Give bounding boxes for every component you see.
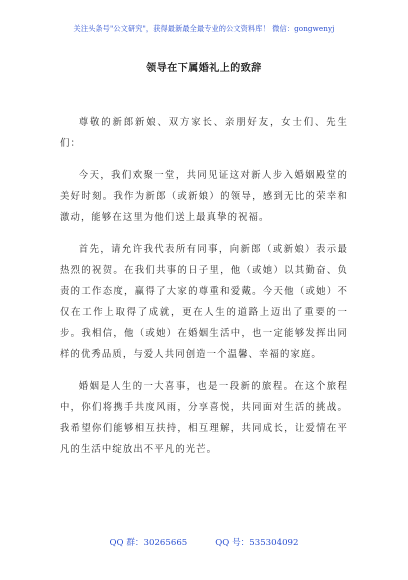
document-title: 领导在下属婚礼上的致辞 xyxy=(146,63,262,74)
footer-contact xyxy=(0,536,408,548)
paragraph-opening: 今天，我们欢聚一堂，共同见证这对新人步入婚姻殿堂的美好时刻。我作为新郎（或新娘）的领导，感到无比的荣幸和激动，能够在这里为他们送上最真挚的祝福。 xyxy=(60,170,348,223)
footer-qq-number: QQ 号：535304092 xyxy=(215,538,299,548)
header-note: 关注头条号"公文研究"，获得最新最全最专业的公文资料库！ 微信：gongwenyj xyxy=(73,24,335,33)
paragraph-congratulations: 首先，请允许我代表所有同事，向新郎（或新娘）表示最热烈的祝贺。在我们共事的日子里，他（或她）以其勤奋、负责的工作态度，赢得了大家的尊重和爱戴。今天他（或她）不仅在工作上取得了成就，更在人生的道路上迈出了重要的一步。我相信，他（或她）在婚姻生活中，也一定能够发挥出同样的优秀品质，与爱人共同创造一个温馨、幸福的家庭。 xyxy=(60,244,348,360)
paragraph-wishes: 婚姻是人生的一大喜事，也是一段新的旅程。在这个旅程中，你们将携手共度风雨，分享喜悦，共同面对生活的挑战。我希望你们能够相互扶持，相互理解，共同成长，让爱情在平凡的生活中绽放出不平凡的光芒。 xyxy=(60,381,348,455)
footer-qq-group: QQ 群：30265665 xyxy=(109,538,188,548)
document-body xyxy=(60,112,348,460)
paragraph-salutation: 尊敬的新郎新娘、双方家长、亲朋好友，女士们、先生们： xyxy=(60,117,348,149)
